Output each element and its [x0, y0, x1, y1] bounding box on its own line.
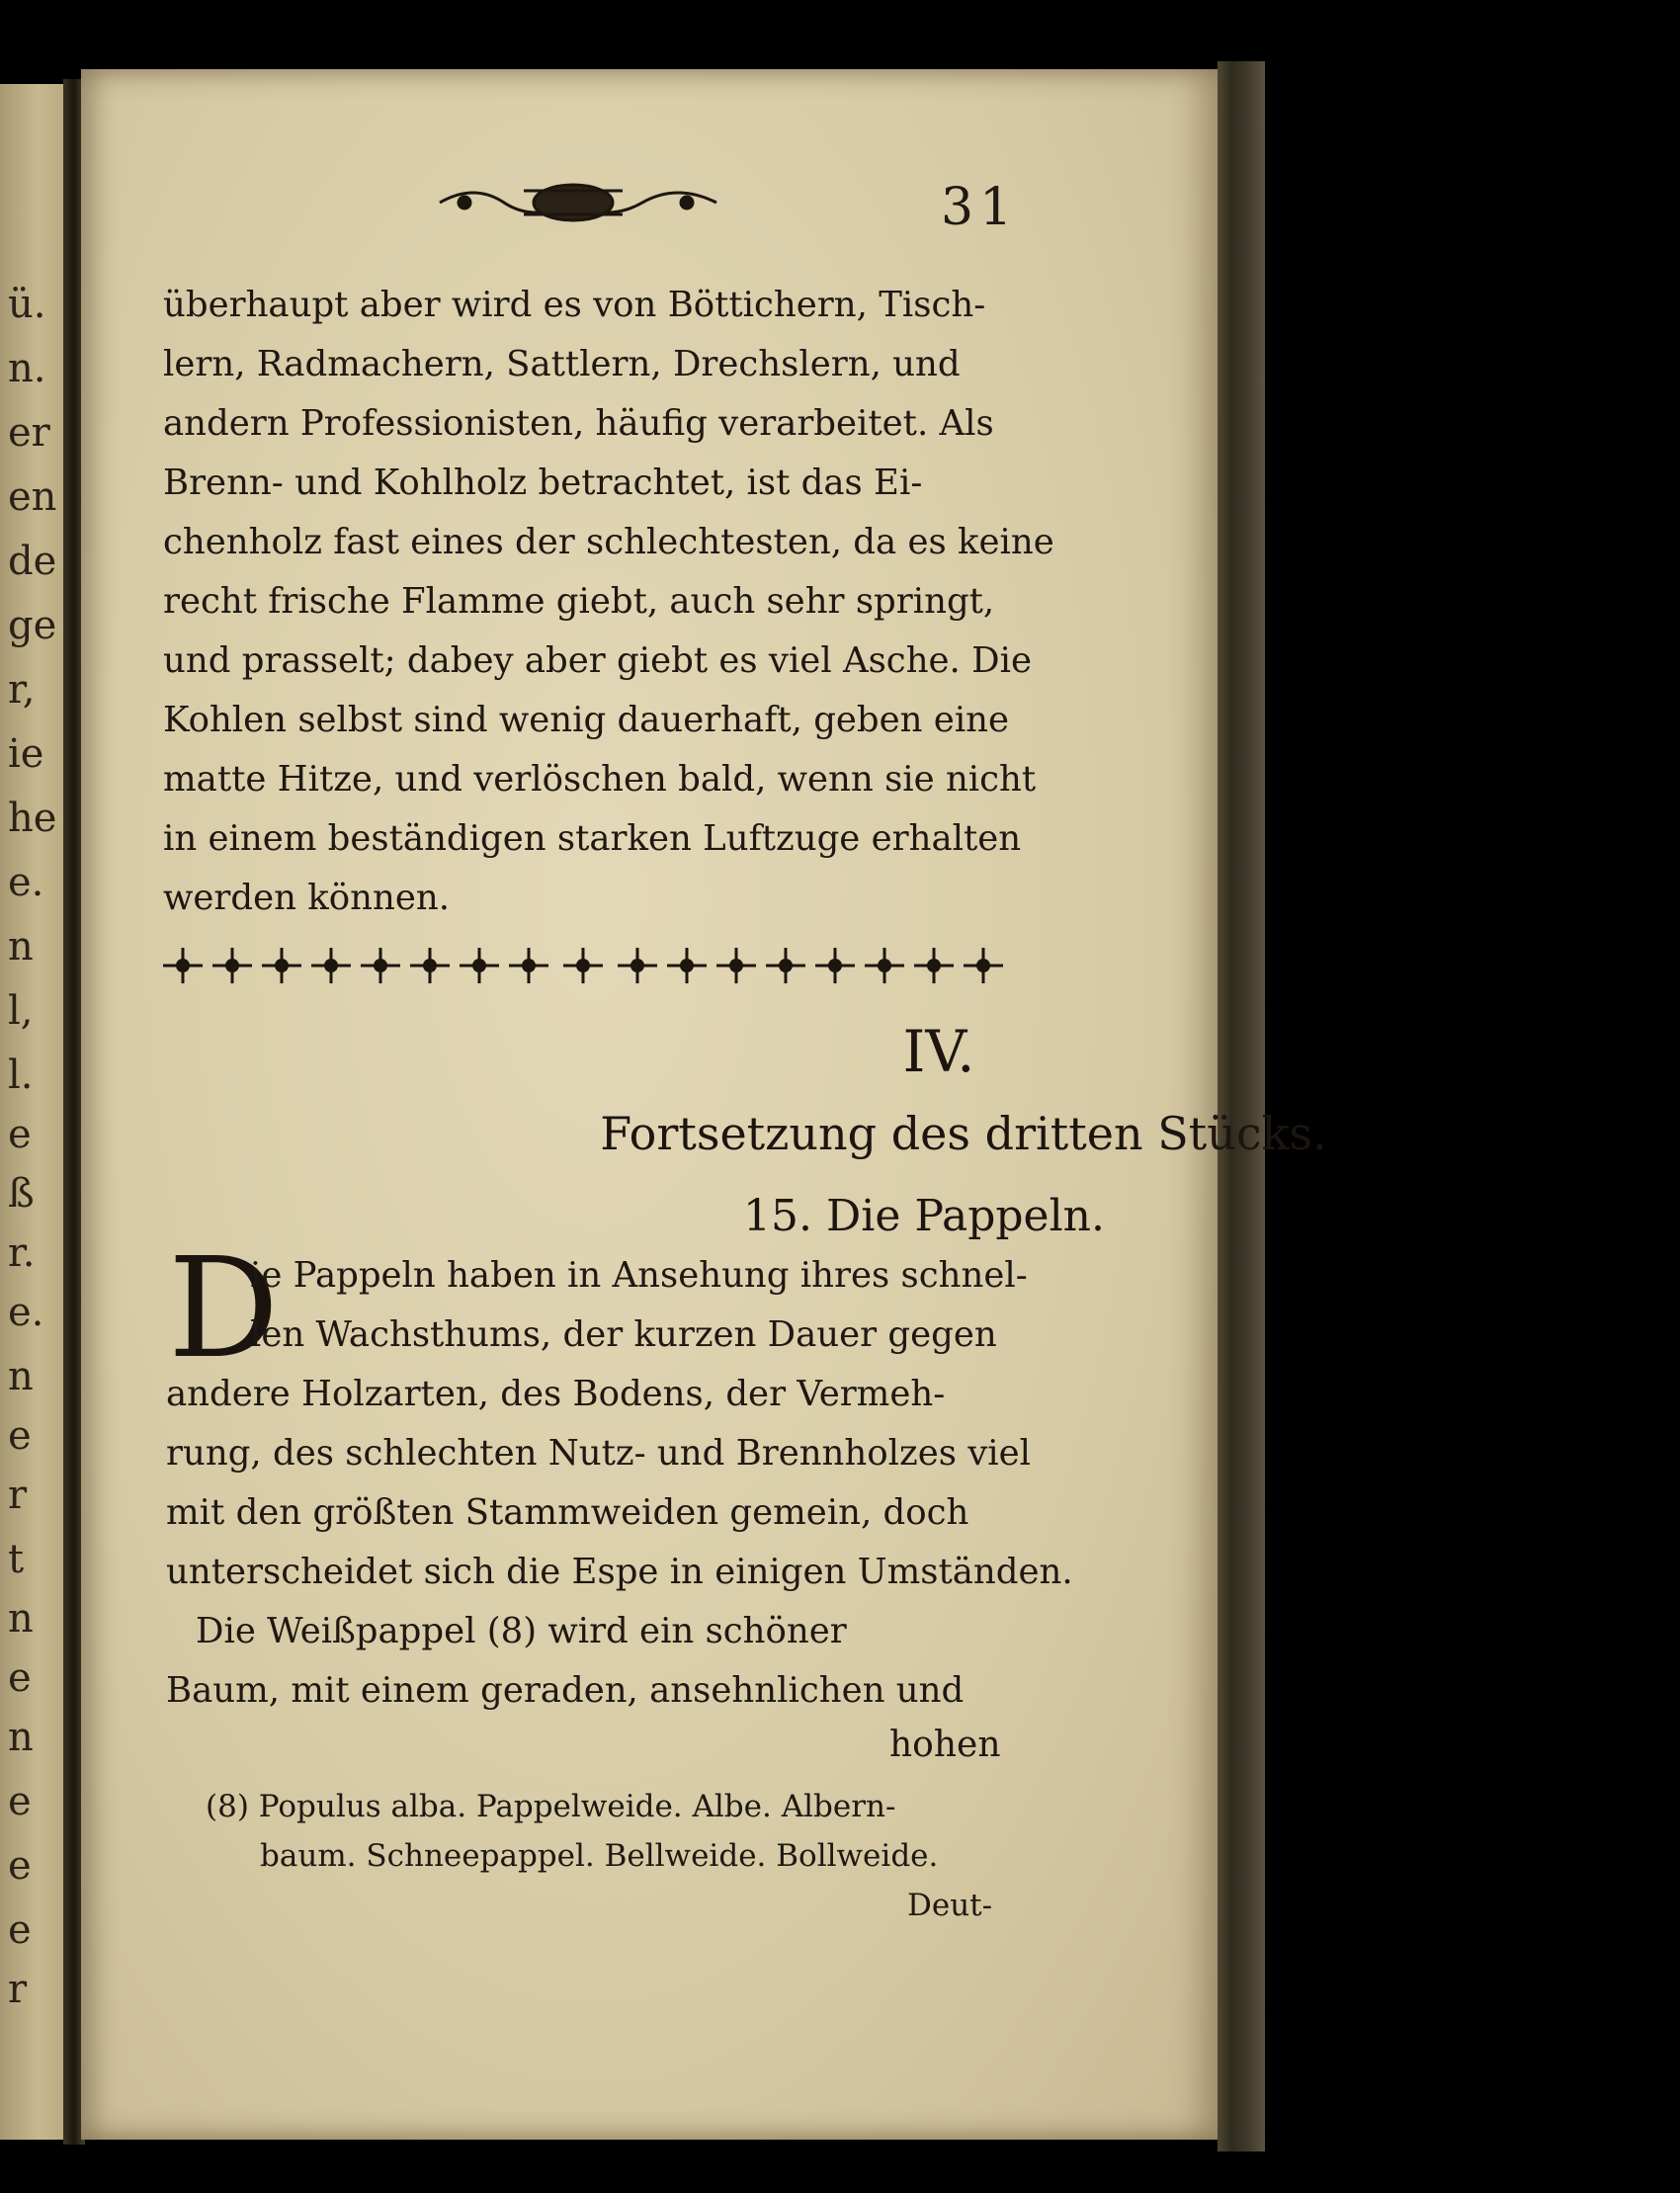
ornament-headpiece: [435, 173, 721, 232]
footnote-line: (8) Populus alba. Pappelweide. Albe. Albern-: [206, 1789, 896, 1824]
page-number: 31: [941, 178, 1019, 237]
text-line: lern, Radmachern, Sattlern, Drechslern, und: [163, 344, 961, 384]
catchword: hohen: [889, 1725, 1001, 1765]
left-fragment: en: [8, 474, 57, 520]
text-line: Brenn- und Kohlholz betrachtet, ist das Ei-: [163, 463, 923, 503]
text-line: Kohlen selbst sind wenig dauerhaft, geben eine: [163, 700, 1010, 740]
left-fragment: e.: [8, 1290, 44, 1335]
left-fragment: e: [8, 1843, 32, 1889]
chapter-number: IV.: [902, 1018, 975, 1085]
text-line: und prasselt; dabey aber giebt es viel Asche. Die: [163, 640, 1032, 681]
left-fragment: er: [8, 410, 50, 456]
left-fragment: n: [8, 924, 34, 970]
left-fragment: t: [8, 1537, 25, 1582]
left-fragment: n: [8, 1715, 34, 1760]
chapter-title: Fortsetzung des dritten Stücks.: [600, 1107, 1327, 1160]
left-fragment: n: [8, 1596, 34, 1642]
decorative-divider: [163, 944, 1003, 987]
left-fragment: r,: [8, 667, 36, 713]
left-fragment: e: [8, 1112, 32, 1157]
left-fragment: e: [8, 1779, 32, 1824]
left-fragment: he: [8, 796, 57, 841]
text-line: andere Holzarten, des Bodens, der Vermeh-: [166, 1374, 946, 1414]
left-fragment: ß: [8, 1171, 35, 1217]
text-line: andern Professionisten, häufig verarbeitet. Als: [163, 403, 994, 444]
footnote-line: baum. Schneepappel. Bellweide. Bollweide.: [260, 1838, 939, 1874]
left-fragment: r: [8, 1473, 28, 1518]
text-line: rung, des schlechten Nutz- und Brennholzes viel: [166, 1433, 1032, 1474]
text-line: matte Hitze, und verlöschen bald, wenn sie nicht: [163, 759, 1037, 800]
left-fragment: ü.: [8, 282, 46, 327]
footnote-catchword: Deut-: [907, 1888, 993, 1923]
left-fragment: l,: [8, 988, 34, 1034]
text-line: unterscheidet sich die Espe in einigen Umständen.: [166, 1552, 1073, 1592]
left-fragment: n.: [8, 346, 46, 391]
left-fragment: e: [8, 1413, 32, 1459]
text-line: mit den größten Stammweiden gemein, doch: [166, 1492, 969, 1533]
text-line: Baum, mit einem geraden, ansehnlichen und: [166, 1670, 965, 1711]
text-line: chenholz fast eines der schlechtesten, da es keine: [163, 522, 1054, 562]
left-fragment: n: [8, 1354, 34, 1399]
text-line: len Wachsthums, der kurzen Dauer gegen: [250, 1314, 997, 1355]
text-line: überhaupt aber wird es von Böttichern, Tisch-: [163, 285, 986, 325]
left-fragment: e: [8, 1907, 32, 1953]
text-line: werden können.: [163, 878, 451, 918]
divider-flower: [163, 948, 203, 983]
left-fragment: e.: [8, 860, 44, 905]
left-page-fragment: [0, 84, 69, 2140]
left-fragment: r: [8, 1967, 28, 2012]
text-line: ie Pappeln haben in Ansehung ihres schnel-: [250, 1255, 1028, 1296]
section-heading: 15. Die Pappeln.: [743, 1191, 1105, 1241]
text-line: recht frische Flamme giebt, auch sehr springt,: [163, 581, 995, 622]
left-fragment: ie: [8, 731, 44, 777]
text-line: in einem beständigen starken Luftzuge erhalten: [163, 818, 1022, 859]
left-fragment: de: [8, 539, 57, 584]
left-fragment: r.: [8, 1230, 36, 1276]
left-fragment: l.: [8, 1053, 34, 1098]
left-fragment: e: [8, 1655, 32, 1701]
drop-cap: D: [168, 1228, 280, 1390]
left-fragment: ge: [8, 603, 57, 648]
text-line: Die Weißpappel (8) wird ein schöner: [196, 1611, 847, 1651]
